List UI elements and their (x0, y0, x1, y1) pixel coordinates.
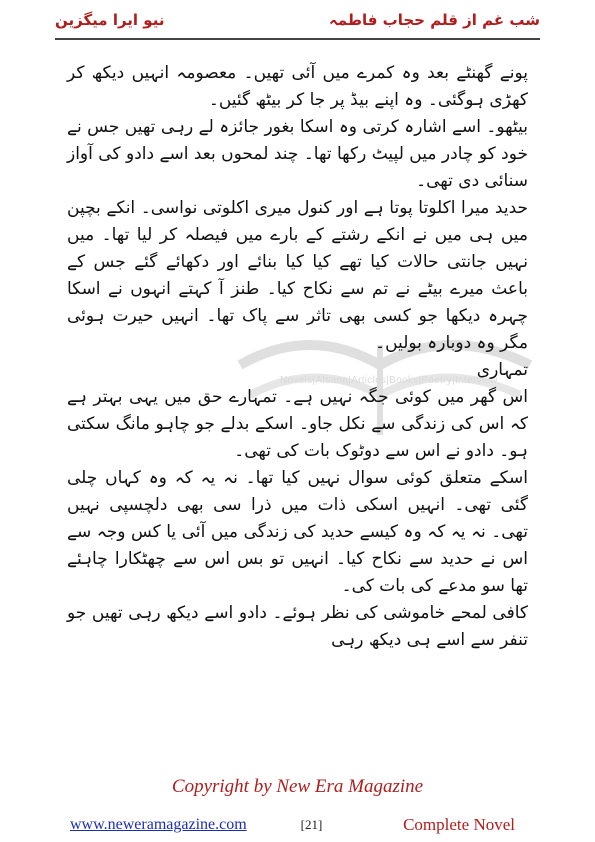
header-magazine-name: نیو ایرا میگزین (55, 11, 165, 29)
header-novel-title: شب غم از قلم حجاب فاطمہ (329, 11, 540, 29)
article-body (67, 60, 528, 654)
page-header (55, 4, 540, 36)
paragraph: اسکے متعلق کوئی سوال نہیں کیا تھا۔ نہ یہ کہ وہ کہاں چلی گئی تھی۔ انہیں اسکی ذات میں ذرا سی بھی دلچسپی نہیں تھی۔ نہ یہ کہ وہ کیسے حدید کی زندگی میں آئی یا کس وجہ سے اس نے حدید سے نکاح کیا۔ انہیں تو بس اس سے چھٹکارا چاہئے تھا سو مدعے کی بات کی۔ (67, 468, 528, 596)
header-divider (55, 38, 540, 40)
paragraph: حدید میرا اکلوتا پوتا ہے اور کنول میری اکلوتی نواسی۔ انکے بچپن میں ہی میں نے انکے رشتے کے بارے میں فیصلہ کر لیا تھا۔ میں نہیں جانتی حالات کیا تھے کیا کیا بنائے اور دکھائے گئے جس کے باعث میرے بیٹے نے تم سے نکاح کیا۔ طنز آ کہتے انہوں نے اسکا چہرہ دیکھا جو کسی بھی تاثر سے پاک تھا۔ انہیں حیرت ہوئی مگر وہ دوبارہ بولیں۔ (67, 198, 528, 353)
paragraph: پونے گھنٹے بعد وہ کمرے میں آئی تھیں۔ معصومہ انہیں دیکھ کر کھڑی ہوگئی۔ وہ اپنے بیڈ پر جا کر بیٹھ گئیں۔ (67, 63, 528, 110)
website-link[interactable]: www.neweramagazine.com (70, 816, 247, 833)
page-number: [21] (300, 817, 323, 832)
paragraph: کافی لمحے خاموشی کی نظر ہوئے۔ دادو اسے دیکھ رہی تھیں جو تنفر سے اسے ہی دیکھ رہی (67, 603, 528, 650)
paragraph: بیٹھو۔ اسے اشارہ کرتی وہ اسکا بغور جائزہ لے رہی تھیں جس نے خود کو چادر میں لپیٹ رکھا تھا۔ چند لمحوں بعد اسے دادو کی آواز سنائی دی تھی۔ (67, 117, 528, 191)
copyright-notice: Copyright by New Era Magazine (171, 776, 424, 797)
paragraph: اس گھر میں کوئی جگہ نہیں ہے۔ تمہارے حق میں یہی بہتر ہے کہ اس کی زندگی سے نکل جاو۔ اسکے بدلے جو چاہو مانگ سکتی ہو۔ دادو نے اس سے دوٹوک بات کی تھی۔ (67, 387, 528, 461)
footer-label: Complete Novel (403, 815, 515, 834)
page-footer (70, 815, 515, 835)
watermark-text: Novels|Afsana|Articles|Books|Poetry|Interview (280, 375, 498, 386)
paragraph: تمہاری (476, 360, 528, 380)
